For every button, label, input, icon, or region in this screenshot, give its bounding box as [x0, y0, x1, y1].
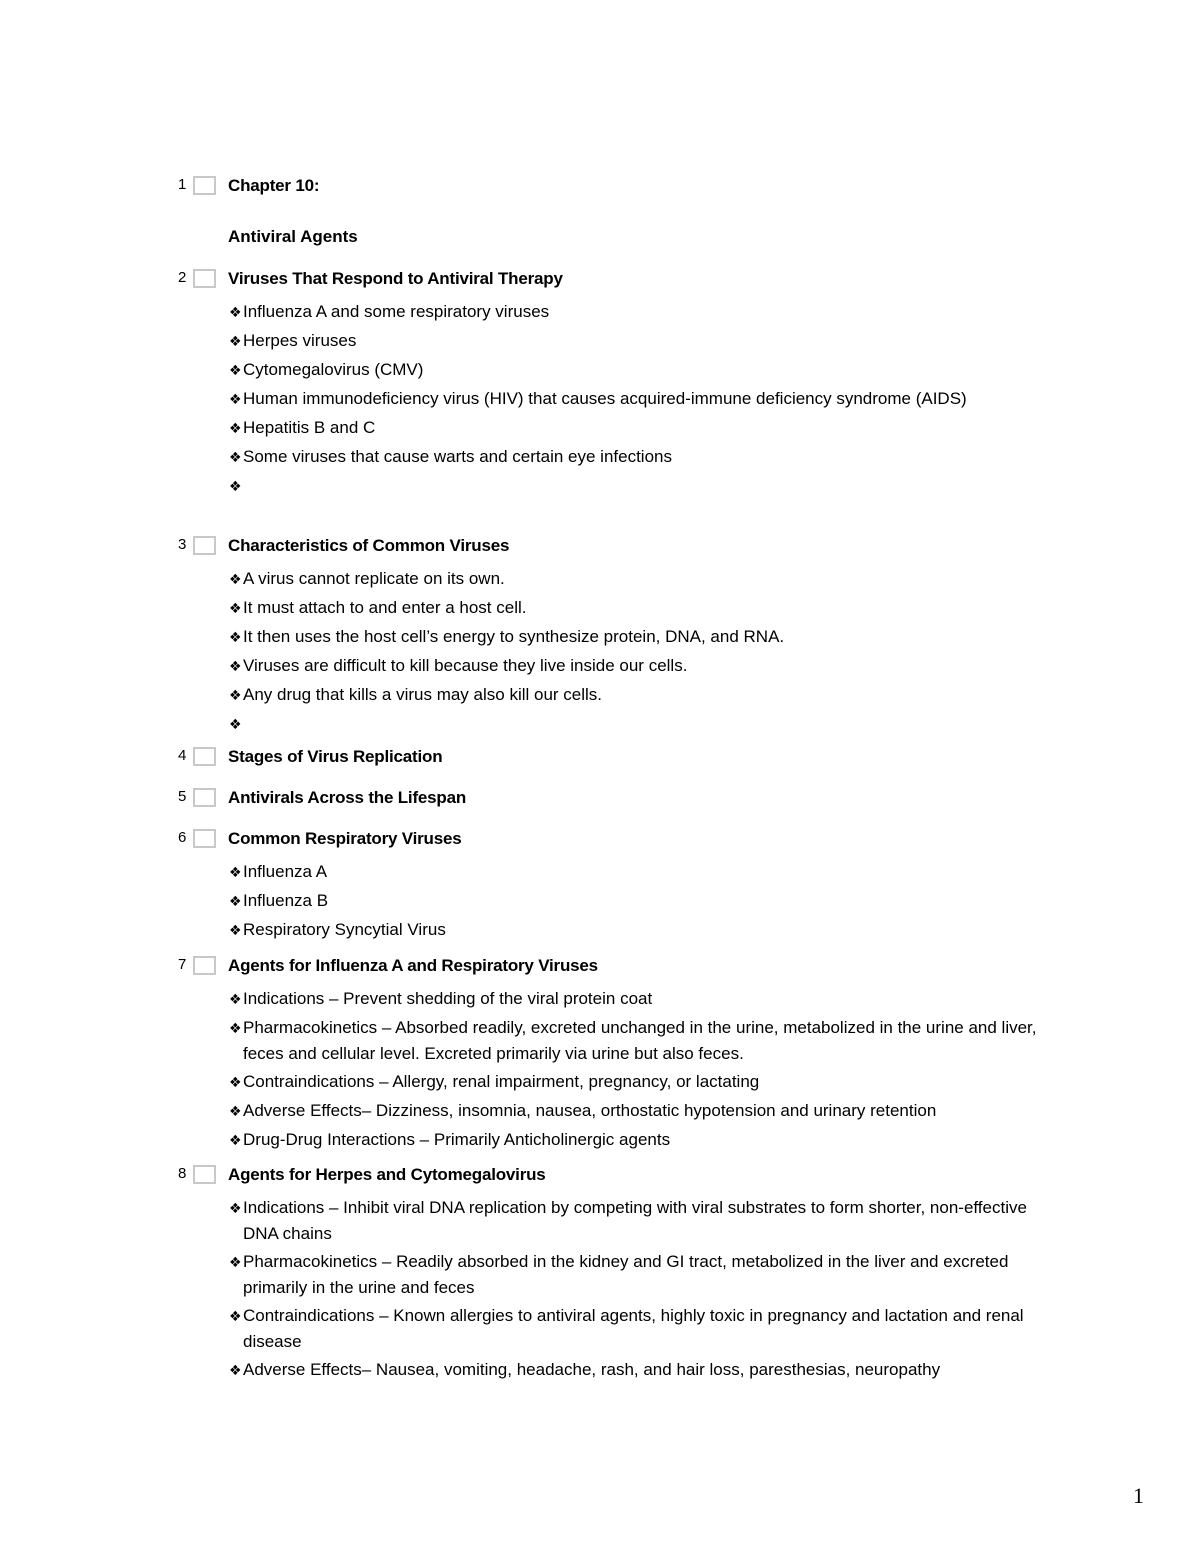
bullet-text: A virus cannot replicate on its own. — [243, 569, 505, 588]
bullet-item — [229, 1195, 1049, 1246]
slide-thumbnail-placeholder — [193, 829, 216, 848]
slide-number: 4 — [178, 747, 187, 764]
bullet-text: Contraindications – Allergy, renal impairment, pregnancy, or lactating — [243, 1072, 760, 1091]
slide-thumbnail-placeholder — [193, 747, 216, 766]
diamond-bullet-icon: ❖ — [229, 1132, 242, 1148]
bullet-item — [229, 1015, 1049, 1066]
slide-title: Common Respiratory Viruses — [228, 829, 462, 848]
page-number: 1 — [1133, 1483, 1144, 1508]
bullet-text: Adverse Effects– Dizziness, insomnia, nausea, orthostatic hypotension and urinary retention — [243, 1101, 937, 1120]
diamond-bullet-icon: ❖ — [229, 864, 242, 880]
slide-number: 1 — [178, 176, 187, 193]
bullet-text: Herpes viruses — [243, 331, 357, 350]
bullet-text: Cytomegalovirus (CMV) — [243, 360, 424, 379]
bullet-text: Pharmacokinetics – Absorbed readily, excreted unchanged in the urine, metabolized in the urine and liver, feces and cellular level. Excreted primarily via urine but also feces. — [243, 1018, 1037, 1063]
bullet-item — [229, 357, 1049, 383]
bullet-text: Influenza B — [243, 891, 329, 910]
diamond-bullet-icon: ❖ — [229, 478, 242, 494]
diamond-bullet-icon: ❖ — [229, 687, 242, 703]
slide-subtitle: Antiviral Agents — [228, 227, 358, 246]
diamond-bullet-icon: ❖ — [229, 658, 242, 674]
bullet-text: Contraindications – Known allergies to antiviral agents, highly toxic in pregnancy and lactation and renal disease — [243, 1306, 1024, 1351]
diamond-bullet-icon: ❖ — [229, 991, 242, 1007]
bullet-text: Pharmacokinetics – Readily absorbed in the kidney and GI tract, metabolized in the liver and excreted primarily in the urine and feces — [243, 1252, 1009, 1297]
bullet-item — [229, 328, 1049, 354]
diamond-bullet-icon: ❖ — [229, 391, 242, 407]
slide-number: 8 — [178, 1165, 187, 1182]
bullet-text: Influenza A and some respiratory viruses — [243, 302, 550, 321]
bullet-item — [229, 1357, 1049, 1383]
bullet-item — [229, 386, 1049, 412]
bullet-list — [229, 859, 1049, 946]
slide-thumbnail-placeholder — [193, 788, 216, 807]
diamond-bullet-icon: ❖ — [229, 1254, 242, 1270]
diamond-bullet-icon: ❖ — [229, 362, 242, 378]
bullet-text: Adverse Effects– Nausea, vomiting, headache, rash, and hair loss, paresthesias, neuropathy — [243, 1360, 941, 1379]
diamond-bullet-icon: ❖ — [229, 893, 242, 909]
diamond-bullet-icon: ❖ — [229, 716, 242, 732]
bullet-list — [229, 1195, 1049, 1386]
bullet-item — [229, 1303, 1049, 1354]
diamond-bullet-icon: ❖ — [229, 333, 242, 349]
diamond-bullet-icon: ❖ — [229, 420, 242, 436]
bullet-item — [229, 859, 1049, 885]
slide-title: Antivirals Across the Lifespan — [228, 788, 467, 807]
bullet-list — [229, 566, 1049, 740]
bullet-item — [229, 711, 1049, 737]
slide-number: 2 — [178, 269, 187, 286]
diamond-bullet-icon: ❖ — [229, 629, 242, 645]
bullet-item — [229, 415, 1049, 441]
bullet-item — [229, 1098, 1049, 1124]
diamond-bullet-icon: ❖ — [229, 1308, 242, 1324]
bullet-item — [229, 595, 1049, 621]
slide-title: Chapter 10: — [228, 176, 320, 195]
slide-number: 7 — [178, 956, 187, 973]
bullet-list — [229, 299, 1049, 502]
slide-thumbnail-placeholder — [193, 1165, 216, 1184]
diamond-bullet-icon: ❖ — [229, 1020, 242, 1036]
bullet-item — [229, 986, 1049, 1012]
bullet-item — [229, 1127, 1049, 1153]
diamond-bullet-icon: ❖ — [229, 449, 242, 465]
bullet-text: Viruses are difficult to kill because they live inside our cells. — [243, 656, 688, 675]
diamond-bullet-icon: ❖ — [229, 600, 242, 616]
bullet-item — [229, 888, 1049, 914]
bullet-text: Any drug that kills a virus may also kill our cells. — [243, 685, 603, 704]
bullet-text: Respiratory Syncytial Virus — [243, 920, 446, 939]
bullet-text: Influenza A — [243, 862, 328, 881]
bullet-text: Hepatitis B and C — [243, 418, 376, 437]
bullet-text: Some viruses that cause warts and certain eye infections — [243, 447, 672, 466]
bullet-item — [229, 473, 1049, 499]
slide-title: Viruses That Respond to Antiviral Therapy — [228, 269, 563, 288]
bullet-item — [229, 299, 1049, 325]
diamond-bullet-icon: ❖ — [229, 304, 242, 320]
slide-number: 6 — [178, 829, 187, 846]
bullet-list — [229, 986, 1049, 1156]
slide-title: Characteristics of Common Viruses — [228, 536, 510, 555]
slide-number: 5 — [178, 788, 187, 805]
diamond-bullet-icon: ❖ — [229, 1362, 242, 1378]
bullet-item — [229, 624, 1049, 650]
diamond-bullet-icon: ❖ — [229, 571, 242, 587]
diamond-bullet-icon: ❖ — [229, 1200, 242, 1216]
bullet-item — [229, 917, 1049, 943]
bullet-text: Indications – Inhibit viral DNA replication by competing with viral substrates to form shorter, non-effective DNA chains — [243, 1198, 1027, 1243]
slide-thumbnail-placeholder — [193, 536, 216, 555]
bullet-text: Drug-Drug Interactions – Primarily Anticholinergic agents — [243, 1130, 671, 1149]
bullet-text: It must attach to and enter a host cell. — [243, 598, 527, 617]
slide-title: Agents for Influenza A and Respiratory Viruses — [228, 956, 598, 975]
slide-number: 3 — [178, 536, 187, 553]
diamond-bullet-icon: ❖ — [229, 1074, 242, 1090]
bullet-item — [229, 682, 1049, 708]
bullet-text: It then uses the host cell’s energy to synthesize protein, DNA, and RNA. — [243, 627, 785, 646]
bullet-item — [229, 566, 1049, 592]
diamond-bullet-icon: ❖ — [229, 922, 242, 938]
bullet-text: Indications – Prevent shedding of the viral protein coat — [243, 989, 653, 1008]
slide-thumbnail-placeholder — [193, 176, 216, 195]
bullet-item — [229, 444, 1049, 470]
slide-thumbnail-placeholder — [193, 269, 216, 288]
slide-thumbnail-placeholder — [193, 956, 216, 975]
slide-title: Agents for Herpes and Cytomegalovirus — [228, 1165, 546, 1184]
slide-title: Stages of Virus Replication — [228, 747, 443, 766]
bullet-item — [229, 1249, 1049, 1300]
bullet-text: Human immunodeficiency virus (HIV) that causes acquired-immune deficiency syndrome (AIDS) — [243, 389, 967, 408]
bullet-item — [229, 653, 1049, 679]
bullet-item — [229, 1069, 1049, 1095]
diamond-bullet-icon: ❖ — [229, 1103, 242, 1119]
